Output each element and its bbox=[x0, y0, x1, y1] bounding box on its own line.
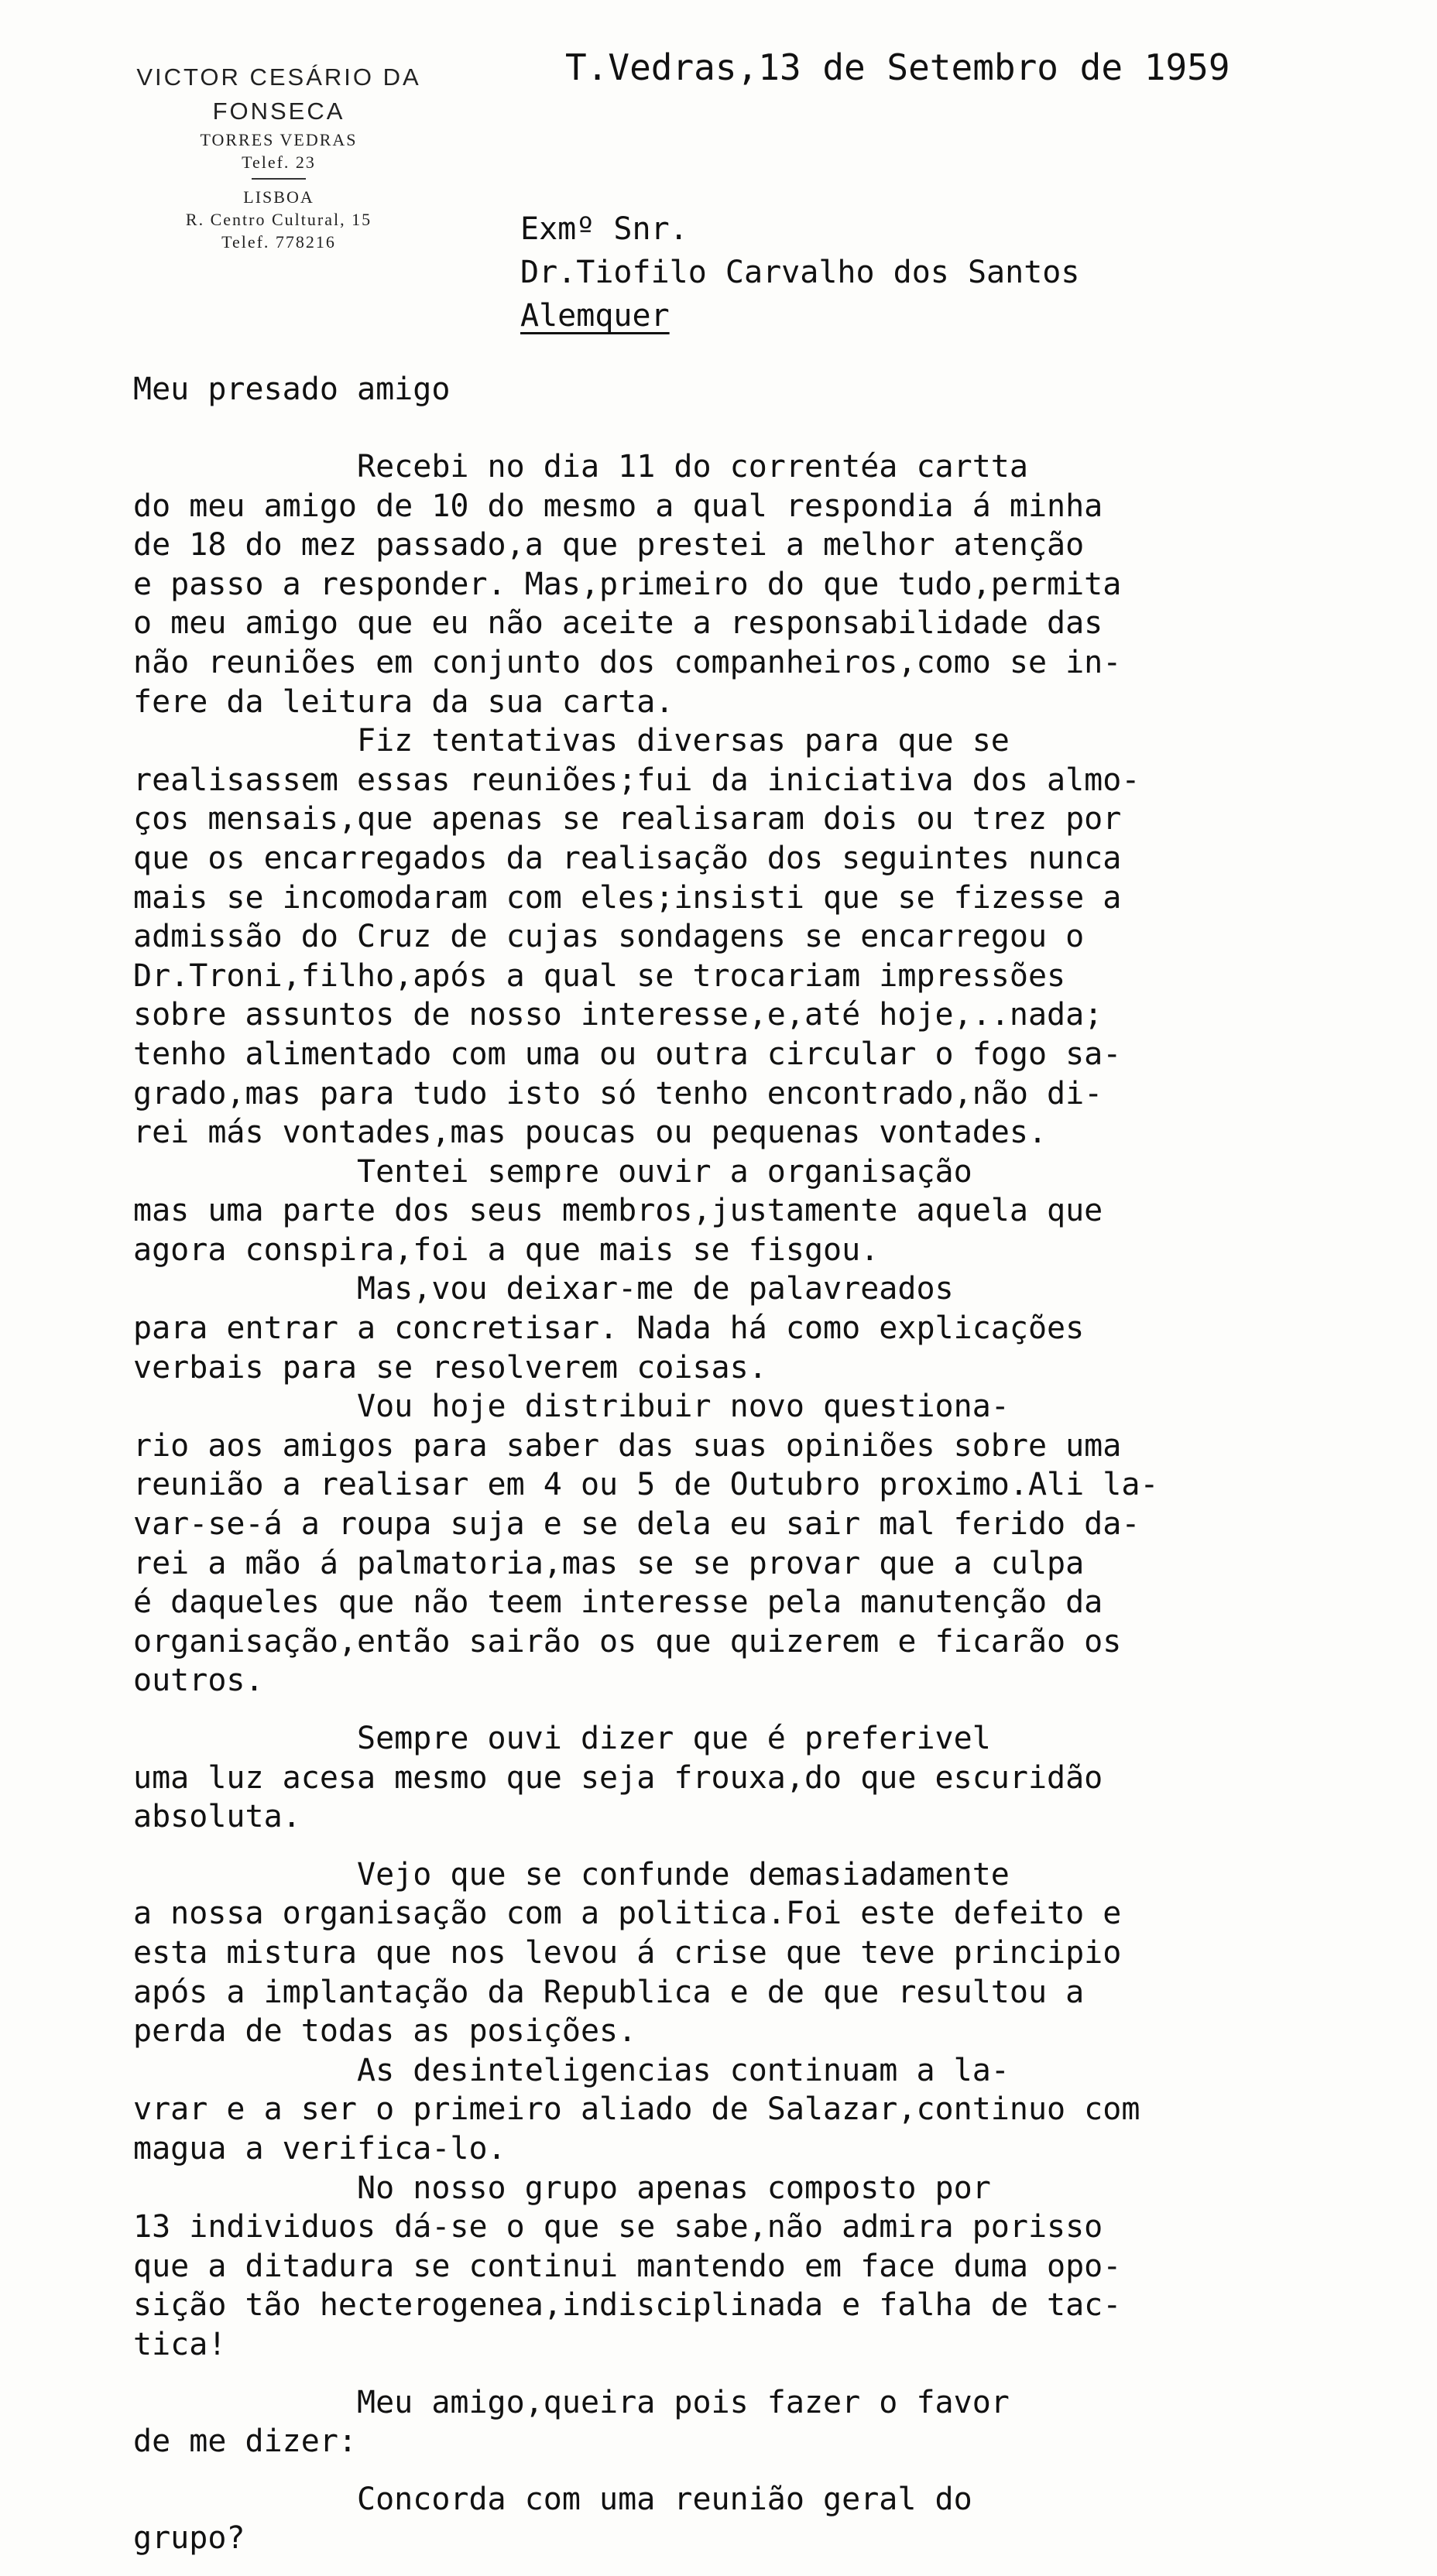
body-line: que os encarregados da realisação dos seguintes nunca bbox=[133, 840, 1122, 876]
body-line: var-se-á a roupa suja e se dela eu sair mal ferido da- bbox=[133, 1506, 1140, 1543]
body-line: vrar e a ser o primeiro aliado de Salazar,continuo com bbox=[133, 2091, 1140, 2128]
body-line: organisação,então sairão os que quizerem e ficarão os bbox=[133, 1623, 1122, 1660]
body-line: admissão do Cruz de cujas sondagens se encarregou o bbox=[133, 919, 1085, 955]
paragraph-gap bbox=[133, 2365, 1403, 2383]
body-line: de 18 do mez passado,a que prestei a melhor atenção bbox=[133, 527, 1085, 564]
body-line: tenho alimentado com uma ou outra circular o fogo sa- bbox=[133, 1036, 1122, 1072]
letterhead-city-1: TORRES VEDRAS bbox=[200, 130, 358, 149]
body-line: é daqueles que não teem interesse pela manutenção da bbox=[133, 1584, 1103, 1621]
body-line: perda de todas as posições. bbox=[133, 2013, 637, 2050]
body-line: que a ditadura se continui mantendo em face duma opo- bbox=[133, 2248, 1122, 2284]
body-line: verbais para se resolverem coisas. bbox=[133, 1349, 767, 1386]
body-line: de me dizer: bbox=[133, 2424, 357, 2460]
body-line: realisassem essas reuniões;fui da iniciativa dos almo- bbox=[133, 762, 1140, 798]
body-line: sição tão hecterogenea,indisciplinada e falha de tac- bbox=[133, 2287, 1122, 2324]
body-line: para entrar a concretisar. Nada há como explicações bbox=[133, 1310, 1085, 1347]
body-line: Fiz tentativas diversas para que se bbox=[133, 723, 1010, 759]
paragraph-gap bbox=[133, 1837, 1403, 1855]
body-line: sobre assuntos de nosso interesse,e,até hoje,..nada; bbox=[133, 997, 1103, 1033]
body-line: Recebi no dia 11 do correntéa cartta bbox=[133, 449, 1028, 485]
recipient-place: Alemquer bbox=[520, 298, 670, 334]
body-line: não reuniões em conjunto dos companheiros,como se in- bbox=[133, 644, 1122, 680]
dateline: T.Vedras,13 de Setembro de 1959 bbox=[565, 46, 1230, 88]
body-line: rei más vontades,mas poucas ou pequenas vontades. bbox=[133, 1115, 1048, 1151]
body-line: uma luz acesa mesmo que seja frouxa,do que escuridão bbox=[133, 1759, 1103, 1796]
body-line: mas uma parte dos seus membros,justamente aquela que bbox=[133, 1193, 1103, 1229]
body-line: outros. bbox=[133, 1663, 264, 1699]
body-line: Mas,vou deixar-me de palavreados bbox=[133, 1271, 954, 1307]
body-line: absoluta. bbox=[133, 1799, 301, 1835]
body-line: Vejo que se confunde demasiadamente bbox=[133, 1856, 1010, 1893]
body-line: Sempre ouvi dizer que é preferivel bbox=[133, 1721, 991, 1756]
body-line: reunião a realisar em 4 ou 5 de Outubro proximo.Ali la- bbox=[133, 1467, 1159, 1503]
body-line: Meu amigo,queira pois fazer o favor bbox=[133, 2384, 1010, 2420]
recipient-title: Exmº Snr. bbox=[520, 211, 688, 247]
body-line: fere da leitura da sua carta. bbox=[133, 683, 674, 720]
body-line: No nosso grupo apenas composto por bbox=[133, 2170, 991, 2206]
body-line: grupo? bbox=[133, 2520, 245, 2557]
body-line: grado,mas para tudo isto só tenho encontrado,não di- bbox=[133, 1075, 1103, 1112]
letterhead-name: VICTOR CESÁRIO DA FONSECA bbox=[136, 63, 421, 125]
body-line: agora conspira,foi a que mais se fisgou. bbox=[133, 1231, 880, 1268]
salutation: Meu presado amigo bbox=[133, 372, 451, 407]
body-line: o meu amigo que eu não aceite a responsabilidade das bbox=[133, 605, 1103, 642]
body-line: ços mensais,que apenas se realisaram dois ou trez por bbox=[133, 801, 1122, 838]
letterhead-address-2: R. Centro Cultural, 15 bbox=[185, 210, 372, 229]
letterhead-phone-1: Telef. 23 bbox=[242, 152, 316, 172]
body-line: Dr.Troni,filho,após a qual se trocariam impressões bbox=[133, 957, 1066, 994]
letterhead-divider bbox=[252, 178, 306, 180]
body-line: As desinteligencias continuam a la- bbox=[133, 2052, 1010, 2088]
body-line: rio aos amigos para saber das suas opiniões sobre uma bbox=[133, 1427, 1122, 1464]
body-line: magua a verifica-lo. bbox=[133, 2130, 506, 2167]
body-line: 13 individuos dá-se o que se sabe,não admira porisso bbox=[133, 2209, 1103, 2245]
paragraph-gap bbox=[133, 1701, 1403, 1719]
body-line: após a implantação da Republica e de que resultou a bbox=[133, 1974, 1085, 2010]
letter-body bbox=[133, 447, 1403, 2558]
body-line: esta mistura que nos levou á crise que teve principio bbox=[133, 1934, 1122, 1971]
body-line: Tentei sempre ouvir a organisação bbox=[133, 1153, 972, 1190]
paragraph-gap bbox=[133, 2461, 1403, 2480]
letterhead bbox=[70, 60, 488, 253]
body-line: rei a mão á palmatoria,mas se se provar que a culpa bbox=[133, 1545, 1085, 1581]
body-line: e passo a responder. Mas,primeiro do que tudo,permita bbox=[133, 566, 1122, 602]
body-line: do meu amigo de 10 do mesmo a qual respondia á minha bbox=[133, 488, 1103, 524]
body-line: Concorda com uma reunião geral do bbox=[133, 2481, 972, 2517]
body-line: Vou hoje distribuir novo questiona- bbox=[133, 1389, 1010, 1425]
body-line: tica! bbox=[133, 2326, 227, 2362]
recipient-name: Dr.Tiofilo Carvalho dos Santos bbox=[520, 255, 1080, 290]
letterhead-phone-2: Telef. 778216 bbox=[221, 232, 336, 252]
letterhead-city-2: LISBOA bbox=[243, 187, 314, 207]
body-line: a nossa organisação com a politica.Foi este defeito e bbox=[133, 1896, 1122, 1932]
body-line: mais se incomodaram com eles;insisti que se fizesse a bbox=[133, 879, 1122, 916]
